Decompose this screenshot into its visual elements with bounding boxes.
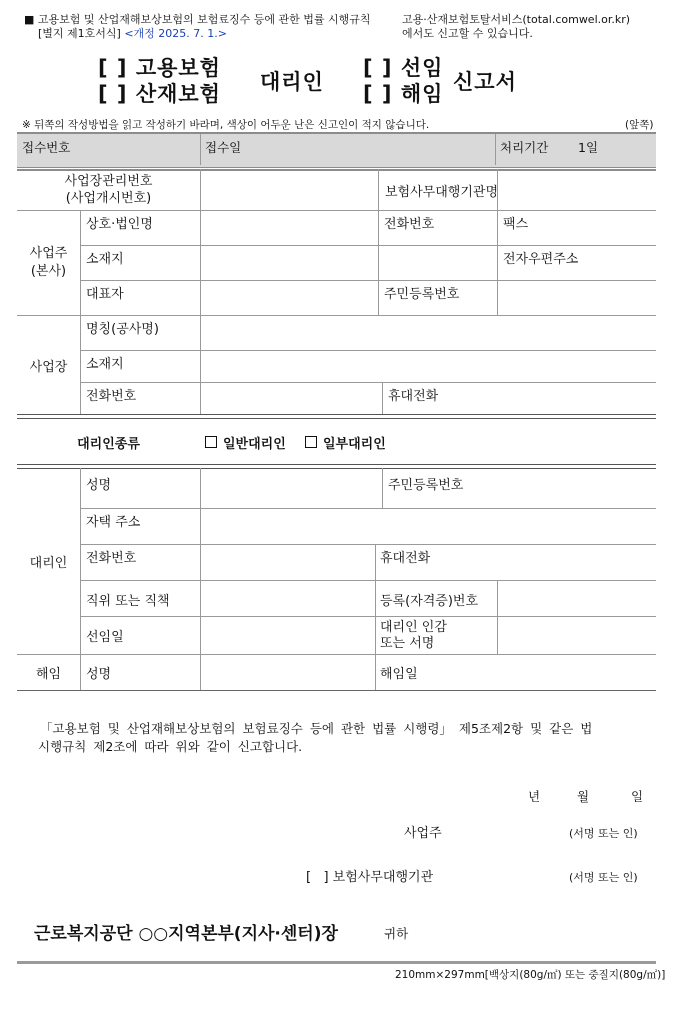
agent-seal-line1: 대리인 인감 — [380, 619, 447, 635]
company-name-label: 상호·법인명 — [86, 216, 153, 232]
agent-home-label: 자택 주소 — [86, 514, 141, 530]
dismissal-label: 해임 — [35, 667, 62, 682]
receipt-bar — [17, 132, 656, 168]
site-name-label: 명칭(공사명) — [86, 321, 159, 337]
agency-name-label: 보험사무대행기관명 — [385, 184, 499, 200]
agent-name-label: 성명 — [86, 477, 112, 493]
address-label: 소재지 — [86, 251, 124, 267]
agent-phone-label: 전화번호 — [86, 550, 137, 566]
general-agent-checkbox[interactable] — [205, 436, 217, 448]
mgmt-no-line1: 사업장관리번호 — [64, 174, 153, 189]
dismissal-date-label: 해임일 — [380, 667, 418, 682]
addressee-honorific: 귀하 — [384, 926, 409, 941]
date-day: 일 — [631, 789, 644, 804]
declaration-line1: 「고용보험 및 산업재해보상보험의 보험료징수 등에 관한 법률 시행령」 제5조제2항 및 같은 법 — [40, 721, 593, 736]
bottom-rule — [17, 961, 656, 964]
general-agent-text: 일반대리인 — [223, 436, 286, 452]
mgmt-no-line2: (사업개시번호) — [65, 191, 152, 206]
representative-label: 대표자 — [86, 286, 124, 302]
employer-label — [17, 211, 80, 315]
mgmt-no-label — [17, 170, 200, 210]
agent-rrn-label: 주민등록번호 — [388, 477, 464, 493]
site-mobile-label: 휴대전화 — [388, 388, 439, 404]
signer-employer-label: 사업주 — [404, 826, 442, 841]
partial-agent-checkbox[interactable] — [305, 436, 317, 448]
receipt-date-label: 접수일 — [205, 140, 242, 155]
partial-agent-option[interactable] — [305, 420, 386, 464]
revision-date: <개정 2025. 7. 1.> — [124, 27, 227, 40]
signer-agency-sign[interactable]: (서명 또는 인) — [569, 871, 638, 884]
employer-line2: (본사) — [30, 264, 67, 279]
signer-agency-label: [ ] 보험사무대행기관 — [306, 870, 434, 885]
agent-seal-label — [380, 617, 447, 654]
date-month: 월 — [577, 789, 590, 804]
title-accident-insurance: [ ] 산재보험 — [98, 82, 221, 106]
agent-type-label: 대리인종류 — [77, 436, 140, 452]
site-phone-label: 전화번호 — [86, 388, 137, 404]
title-agent: 대리인 — [260, 70, 324, 94]
general-agent-option[interactable] — [205, 420, 286, 464]
page-side: (앞쪽) — [625, 119, 654, 131]
site-label: 사업장 — [29, 359, 68, 375]
appoint-date-label: 선임일 — [86, 630, 124, 645]
paper-spec: 210mm×297mm[백상지(80g/㎡) 또는 중질지(80g/㎡)] — [395, 969, 666, 981]
partial-agent-text: 일부대리인 — [323, 436, 386, 452]
site-address-label: 소재지 — [86, 356, 124, 372]
fax-label: 팩스 — [503, 216, 529, 232]
receipt-number-label: 접수번호 — [22, 140, 71, 155]
agent-position-label: 직위 또는 직책 — [86, 593, 170, 609]
notice: ※ 뒤쪽의 작성방법을 읽고 작성하기 바라며, 색상이 어두운 난은 신고인이 적지 않습니다. — [22, 119, 430, 131]
title-report: 신고서 — [453, 70, 517, 94]
employer-line1: 사업주 — [29, 246, 68, 261]
addressee: 근로복지공단 ○○지역본부(지사·센터)장 — [34, 924, 338, 944]
date-year: 년 — [528, 789, 541, 804]
processing-period-label: 처리기간 — [500, 140, 549, 155]
title-dismiss: [ ] 해임 — [363, 82, 444, 106]
phone-label: 전화번호 — [384, 216, 435, 232]
agent-mobile-label: 휴대전화 — [380, 550, 431, 566]
dismissal-name-label: 성명 — [86, 667, 112, 682]
agent-label: 대리인 — [29, 556, 68, 571]
title-appoint: [ ] 선임 — [363, 56, 444, 80]
declaration-line2: 시행규칙 제2조에 따라 위와 같이 신고합니다. — [38, 739, 303, 754]
service-note-1: 고용·산재보험토탈서비스(total.comwel.or.kr) — [402, 13, 631, 26]
service-note-2: 에서도 신고할 수 있습니다. — [402, 27, 533, 40]
law-title: ■ 고용보험 및 산업재해보상보험의 보험료징수 등에 관한 법률 시행규칙 — [24, 13, 371, 26]
agent-seal-line2: 또는 서명 — [380, 635, 435, 651]
agency-name-field[interactable] — [498, 170, 655, 210]
signer-employer-sign[interactable]: (서명 또는 인) — [569, 827, 638, 840]
title-employment-insurance: [ ] 고용보험 — [98, 56, 221, 80]
form-number — [38, 25, 227, 41]
agent-reg-no-label: 등록(자격증)번호 — [380, 593, 479, 609]
rrn-label: 주민등록번호 — [384, 286, 460, 302]
form-no: [별지 제1호서식] — [38, 27, 121, 40]
processing-period-value: 1일 — [578, 140, 599, 155]
email-label: 전자우편주소 — [503, 251, 579, 267]
mgmt-no-field[interactable] — [201, 170, 377, 210]
